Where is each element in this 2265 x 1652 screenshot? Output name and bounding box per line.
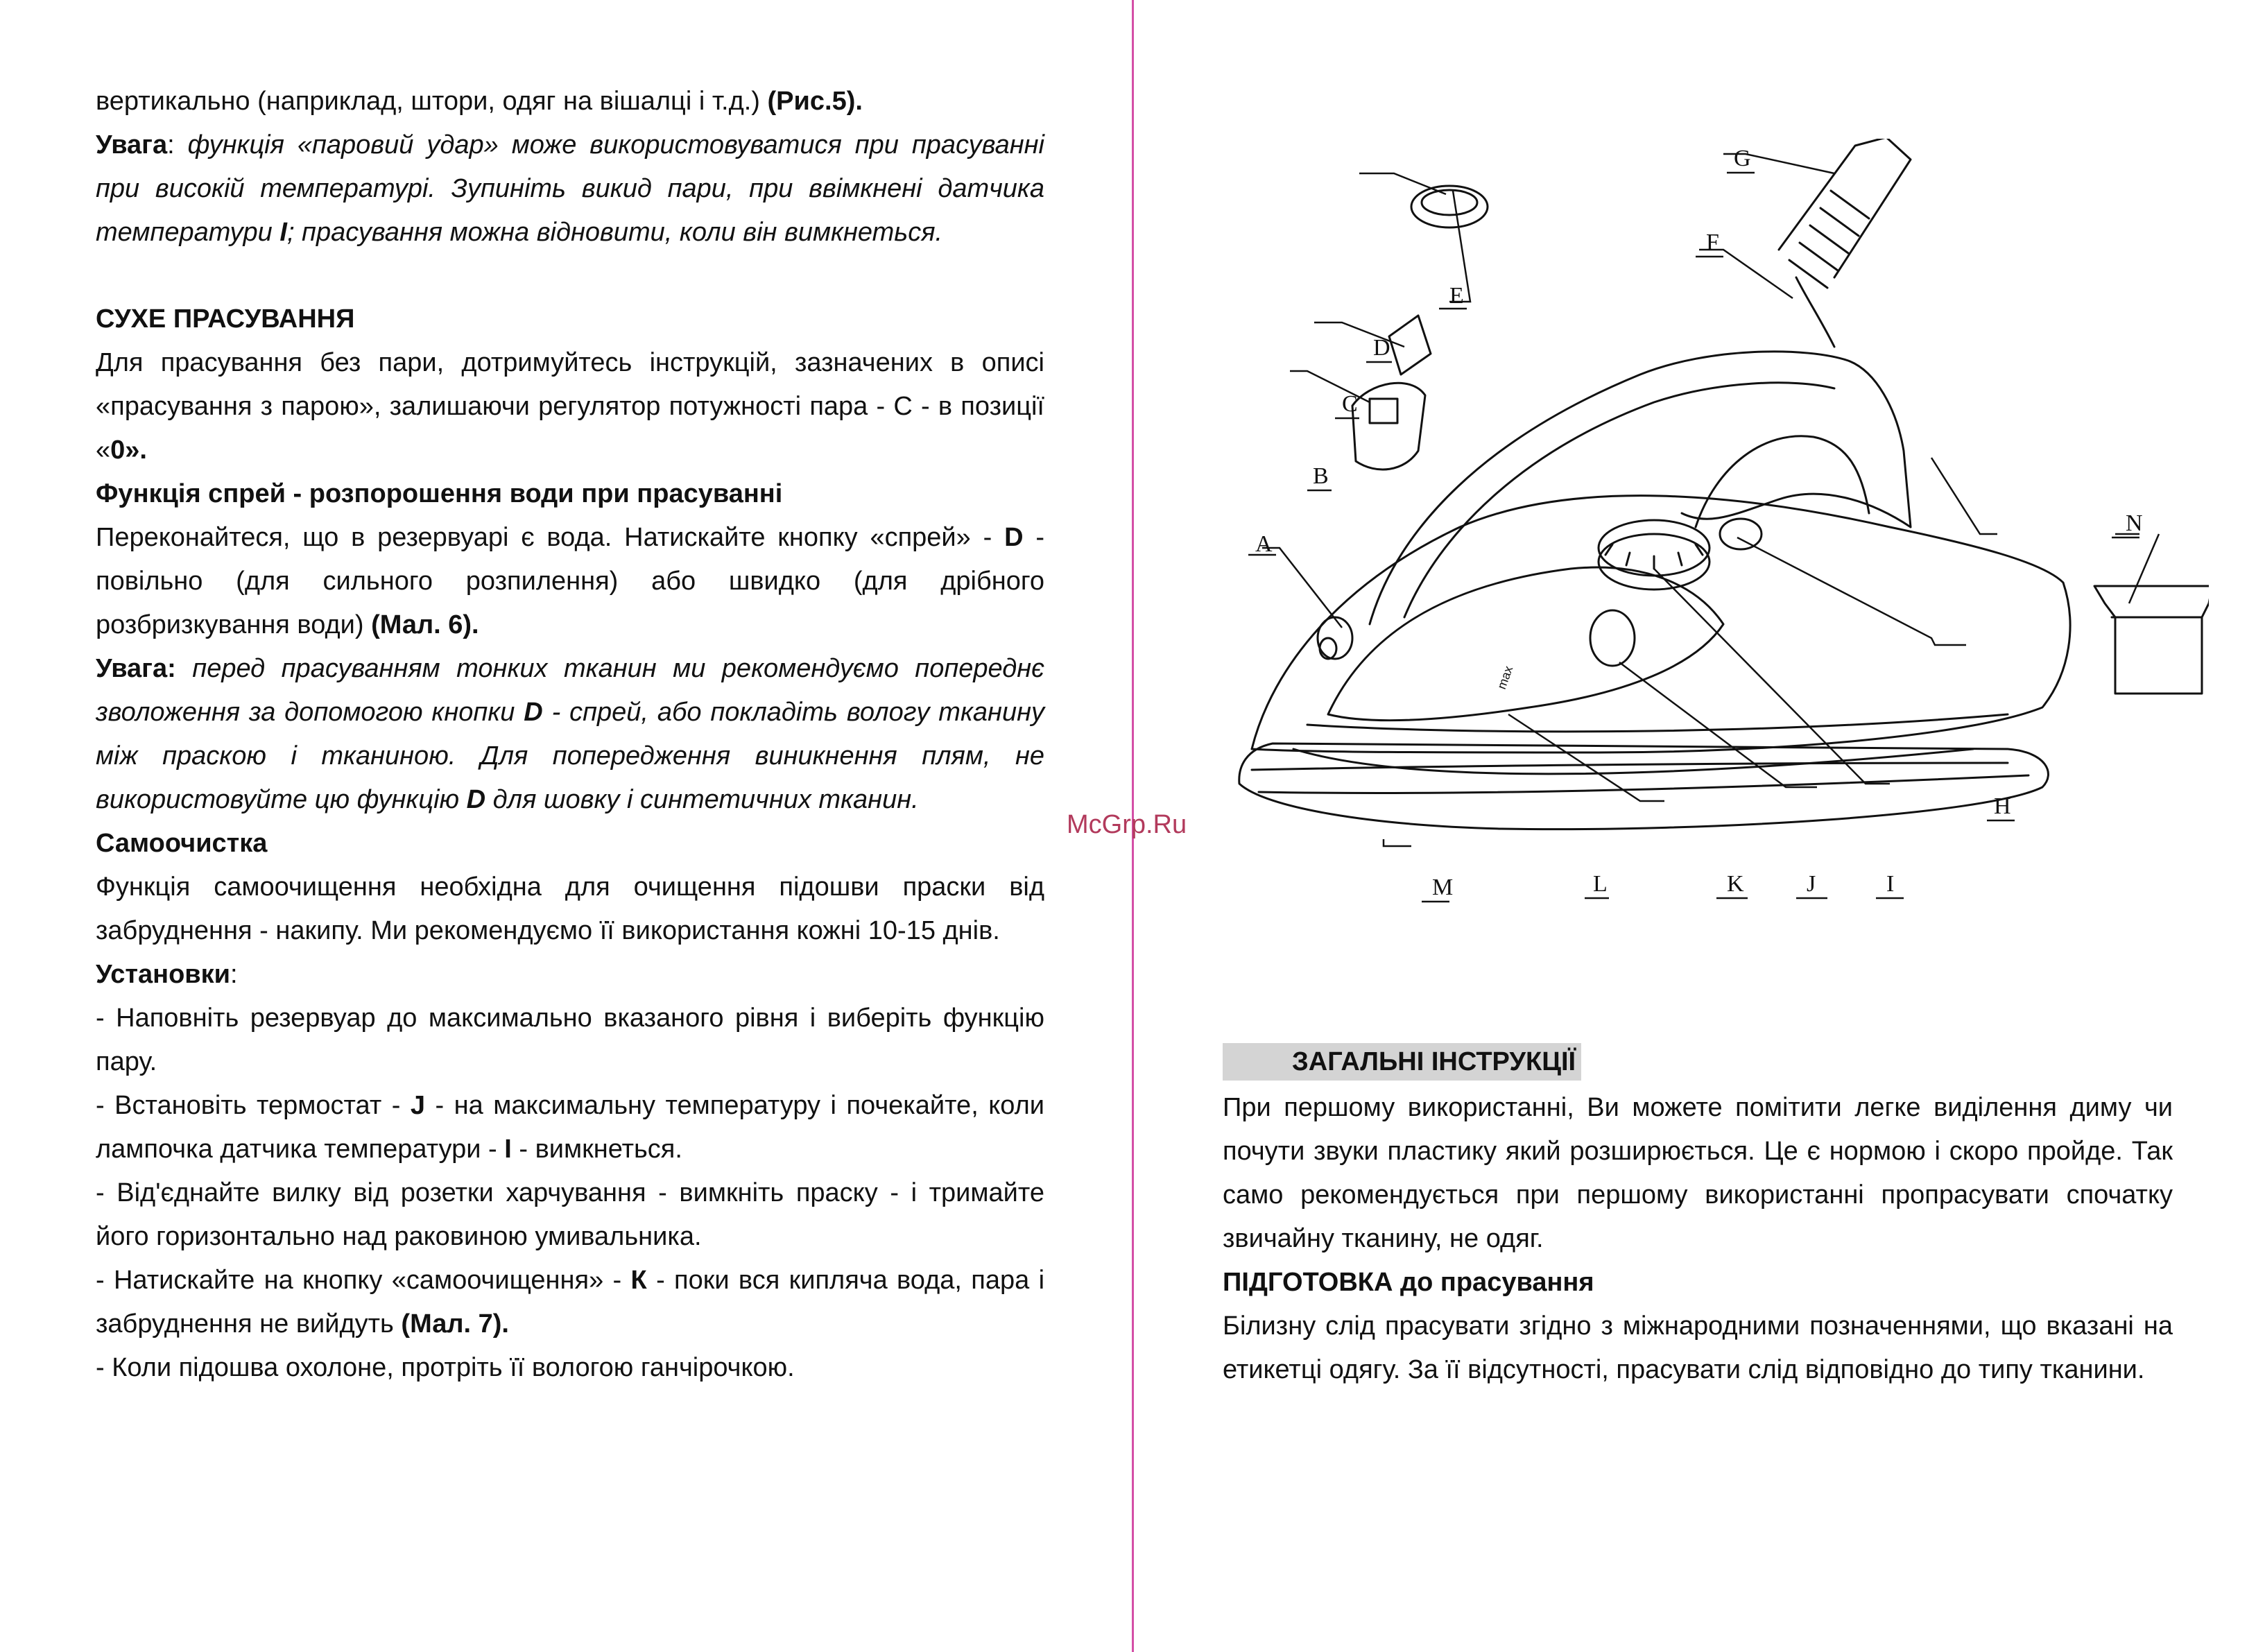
iron-handle (1370, 352, 1911, 624)
setup-step-3: - Від'єднайте вилку від розетки харчування - вимкніть праску - і тримайте його горизонтально над раковиною умивальника. (96, 1178, 1044, 1251)
setup-step-5: - Коли підошва охолоне, протріть її вологою ганчірочкою. (96, 1353, 795, 1382)
setup-label: Установки: (96, 960, 238, 989)
continuation-paragraph: вертикально (наприклад, штори, одяг на вішалці і т.д.) (Рис.5). (96, 87, 863, 116)
general-instructions-text: При першому використанні, Ви можете помітити легке виділення диму чи почути звуки пластику який розширюється. Це є нормою і скоро пройде. Так само рекомендується при першому використанні пропрасувати спочатку звичайну тканину, не одяг. (1223, 1093, 2173, 1253)
self-clean-text: Функція самоочищення необхідна для очищення підошви праски від забруднення - накипу. Ми рекомендуємо її використання кожні 10-15 днів. (96, 872, 1044, 945)
warning-spray: Увага: перед прасуванням тонких тканин ми рекомендуємо попереднє зволоження за допомогою кнопки D - спрей, або покладіть вологу тканину між праскою і тканиною. Для попередження виникнення плям, не використовуйте цю функцію D для шовку і синтетичних тканин. (96, 654, 1044, 814)
label-a: A (1255, 531, 1273, 557)
label-b: B (1313, 463, 1329, 489)
spray-heading: Функція спрей - розпорошення води при прасуванні (96, 479, 783, 508)
label-l: L (1593, 871, 1608, 897)
label-c: C (1342, 391, 1358, 417)
preparation-heading: ПІДГОТОВКА до прасування (1223, 1268, 1594, 1297)
label-d: D (1373, 335, 1390, 361)
dry-ironing-heading: СУХЕ ПРАСУВАННЯ (96, 304, 355, 334)
label-n: N (2126, 510, 2143, 536)
warning-steam-shot: Увага: функція «паровий удар» може використовуватися при прасуванні при високій температурі. Зупиніть викид пари, при ввімкнені датчика температури I; прасування можна відновити, коли він вимкнеться. (96, 130, 1044, 247)
right-page-text (1223, 1040, 2173, 1392)
label-m: M (1432, 875, 1454, 900)
label-f: F (1706, 230, 1719, 255)
label-k: K (1727, 871, 1744, 897)
left-page-text (96, 80, 1044, 1390)
preparation-text: Білизну слід прасувати згідно з міжнародними позначеннями, що вказані на етикетці одягу. За її відсутності, прасувати слід відповідно до типу тканини. (1223, 1311, 2173, 1384)
soleplate (1239, 743, 2049, 829)
measuring-cup (2094, 586, 2209, 694)
dry-ironing-text: Для прасування без пари, дотримуйтесь інструкцій, зазначених в описі «прасування з парою», залишаючи регулятор потужності пара - С - в позиції «0». (96, 348, 1044, 465)
label-g: G (1734, 146, 1751, 171)
setup-step-1: - Наповніть резервуар до максимально вказаного рівня і виберіть функцію пару. (96, 1004, 1044, 1076)
label-e: E (1449, 283, 1464, 309)
spray-text: Переконайтеся, що в резервуарі є вода. Натискайте кнопку «спрей» - D - повільно (для сильного розпилення) або швидко (для дрібного розбризкування води) (Мал. 6). (96, 523, 1044, 639)
iron-diagram (1210, 139, 2209, 915)
label-j: J (1807, 871, 1816, 897)
label-i: I (1886, 871, 1895, 897)
self-clean-heading: Самоочистка (96, 829, 268, 858)
setup-step-4: - Натискайте на кнопку «самоочищення» - К - поки вся кипляча вода, пара і забруднення не вийдуть (Мал. 7). (96, 1266, 1045, 1339)
label-h: H (1994, 793, 2011, 819)
setup-step-2: - Встановіть термостат - J - на максимальну температуру і почекайте, коли лампочка датчика температури - I - вимкнеться. (96, 1091, 1044, 1164)
general-instructions-heading: ЗАГАЛЬНІ ІНСТРУКЦІЇ (1223, 1043, 1581, 1081)
watermark: McGrp.Ru (1067, 810, 1187, 839)
brand-logo: max (1494, 664, 1516, 691)
